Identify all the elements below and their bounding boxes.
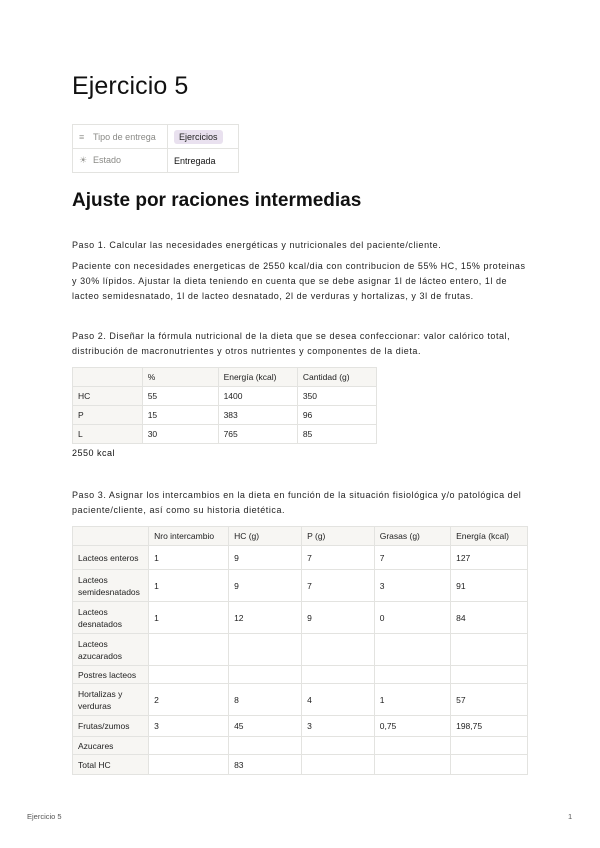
- table-header-cell: Energía (kcal): [218, 368, 297, 387]
- status-icon: ☀: [79, 155, 88, 165]
- table-header-cell: Grasas (g): [374, 527, 450, 546]
- table-row: [73, 425, 377, 444]
- tag-chip[interactable]: Ejercicios: [174, 130, 223, 144]
- table-cell: [229, 737, 302, 755]
- table-header-cell: Nro intercambio: [149, 527, 229, 546]
- table-cell: 96: [297, 406, 376, 425]
- table-cell: 2: [149, 684, 229, 716]
- macros-table: [72, 367, 377, 444]
- section-heading: Ajuste por raciones intermedias: [72, 190, 362, 211]
- table-cell: 383: [218, 406, 297, 425]
- total-kcal: 2550 kcal: [72, 448, 116, 458]
- table-cell: 3: [149, 716, 229, 737]
- table-cell: 84: [451, 602, 528, 634]
- table-header-cell: [73, 527, 149, 546]
- page-number: 1: [568, 812, 573, 821]
- table-cell: [374, 666, 450, 684]
- row-header-cell: Lacteos azucarados: [73, 634, 149, 666]
- table-header-row: [73, 368, 377, 387]
- table-cell: [149, 737, 229, 755]
- table-cell: 198,75: [451, 716, 528, 737]
- table-row: [73, 406, 377, 425]
- table-header-cell: Cantidad (g): [297, 368, 376, 387]
- table-cell: 1: [149, 570, 229, 602]
- table-cell: 91: [451, 570, 528, 602]
- row-header-cell: Postres lacteos: [73, 666, 149, 684]
- table-row: [73, 755, 528, 775]
- table-row: [73, 634, 528, 666]
- table-cell: [451, 737, 528, 755]
- table-cell: 15: [142, 406, 218, 425]
- table-row: [73, 716, 528, 737]
- paso1-text: Paso 1. Calcular las necesidades energéticas y nutricionales del paciente/cliente.: [72, 240, 442, 250]
- page-title: Ejercicio 5: [72, 72, 189, 100]
- table-row: [73, 570, 528, 602]
- table-cell: 45: [229, 716, 302, 737]
- row-header-cell: Lacteos enteros: [73, 546, 149, 570]
- table-cell: [374, 634, 450, 666]
- table-cell: [149, 755, 229, 775]
- table-cell: 83: [229, 755, 302, 775]
- row-header-cell: Azucares: [73, 737, 149, 755]
- row-header-cell: Lacteos semidesnatados: [73, 570, 149, 602]
- table-header-cell: Energía (kcal): [451, 527, 528, 546]
- table-cell: [302, 755, 375, 775]
- status-value: Entregada: [174, 155, 216, 166]
- table-row: [73, 387, 377, 406]
- table-cell: [229, 666, 302, 684]
- property-row: [73, 125, 239, 149]
- table-cell: [451, 755, 528, 775]
- table-cell: [302, 737, 375, 755]
- table-header-cell: %: [142, 368, 218, 387]
- property-key: Tipo de entrega: [93, 131, 156, 142]
- table-cell: [374, 737, 450, 755]
- table-cell: 30: [142, 425, 218, 444]
- table-cell: [149, 666, 229, 684]
- table-cell: 3: [302, 716, 375, 737]
- table-cell: 85: [297, 425, 376, 444]
- table-cell: 57: [451, 684, 528, 716]
- table-cell: [451, 634, 528, 666]
- table-cell: 9: [229, 570, 302, 602]
- table-cell: 7: [302, 570, 375, 602]
- property-row: [73, 149, 239, 173]
- table-cell: [451, 666, 528, 684]
- row-header-cell: L: [73, 425, 143, 444]
- list-icon: ≡: [79, 131, 85, 142]
- table-cell: 0,75: [374, 716, 450, 737]
- property-key: Estado: [93, 155, 122, 165]
- table-cell: 7: [374, 546, 450, 570]
- table-header-cell: [73, 368, 143, 387]
- row-header-cell: Hortalizas y verduras: [73, 684, 149, 716]
- row-header-cell: Total HC: [73, 755, 149, 775]
- table-cell: [229, 634, 302, 666]
- table-cell: 55: [142, 387, 218, 406]
- property-value-cell[interactable]: [168, 125, 239, 149]
- paso2-text: Paso 2. Diseñar la fórmula nutricional de la dieta que se desea confeccionar: valor calórico total, distribución de macronutrientes y otros nutrientes y componentes de la dieta.: [72, 331, 511, 356]
- footer-title: Ejercicio 5: [27, 812, 62, 821]
- table-row: [73, 666, 528, 684]
- table-cell: 127: [451, 546, 528, 570]
- table-header-row: [73, 527, 528, 546]
- row-header-cell: HC: [73, 387, 143, 406]
- row-header-cell: Lacteos desnatados: [73, 602, 149, 634]
- table-cell: 12: [229, 602, 302, 634]
- exchanges-table: [72, 526, 528, 775]
- table-cell: 765: [218, 425, 297, 444]
- table-cell: 1: [149, 602, 229, 634]
- properties-table: [72, 124, 239, 173]
- table-cell: 8: [229, 684, 302, 716]
- table-cell: 0: [374, 602, 450, 634]
- table-cell: 350: [297, 387, 376, 406]
- table-row: [73, 602, 528, 634]
- table-cell: 9: [229, 546, 302, 570]
- table-cell: 3: [374, 570, 450, 602]
- table-cell: [302, 634, 375, 666]
- table-row: [73, 546, 528, 570]
- table-cell: 1400: [218, 387, 297, 406]
- table-cell: 1: [149, 546, 229, 570]
- table-header-cell: HC (g): [229, 527, 302, 546]
- row-header-cell: P: [73, 406, 143, 425]
- table-cell: [374, 755, 450, 775]
- table-cell: [302, 666, 375, 684]
- table-cell: 4: [302, 684, 375, 716]
- table-row: [73, 684, 528, 716]
- paso1-body: Paciente con necesidades energeticas de 2550 kcal/dia con contribucion de 55% HC, 15% proteinas y 30% lípidos. Ajustar la dieta teniendo en cuenta que se debe asignar 1l de lácteo entero, 1l de lacteo semidesnatado, 1l de lacteo desnatado, 2l de verduras y hortalizas, y 3l de frutas.: [72, 261, 526, 301]
- row-header-cell: Frutas/zumos: [73, 716, 149, 737]
- table-header-cell: P (g): [302, 527, 375, 546]
- table-row: [73, 737, 528, 755]
- table-cell: 1: [374, 684, 450, 716]
- table-cell: 7: [302, 546, 375, 570]
- property-value-cell[interactable]: [168, 149, 239, 173]
- paso3-text: Paso 3. Asignar los intercambios en la dieta en función de la situación fisiológica y/o patológica del paciente/cliente, así como su historia dietética.: [72, 490, 522, 515]
- table-cell: 9: [302, 602, 375, 634]
- table-cell: [149, 634, 229, 666]
